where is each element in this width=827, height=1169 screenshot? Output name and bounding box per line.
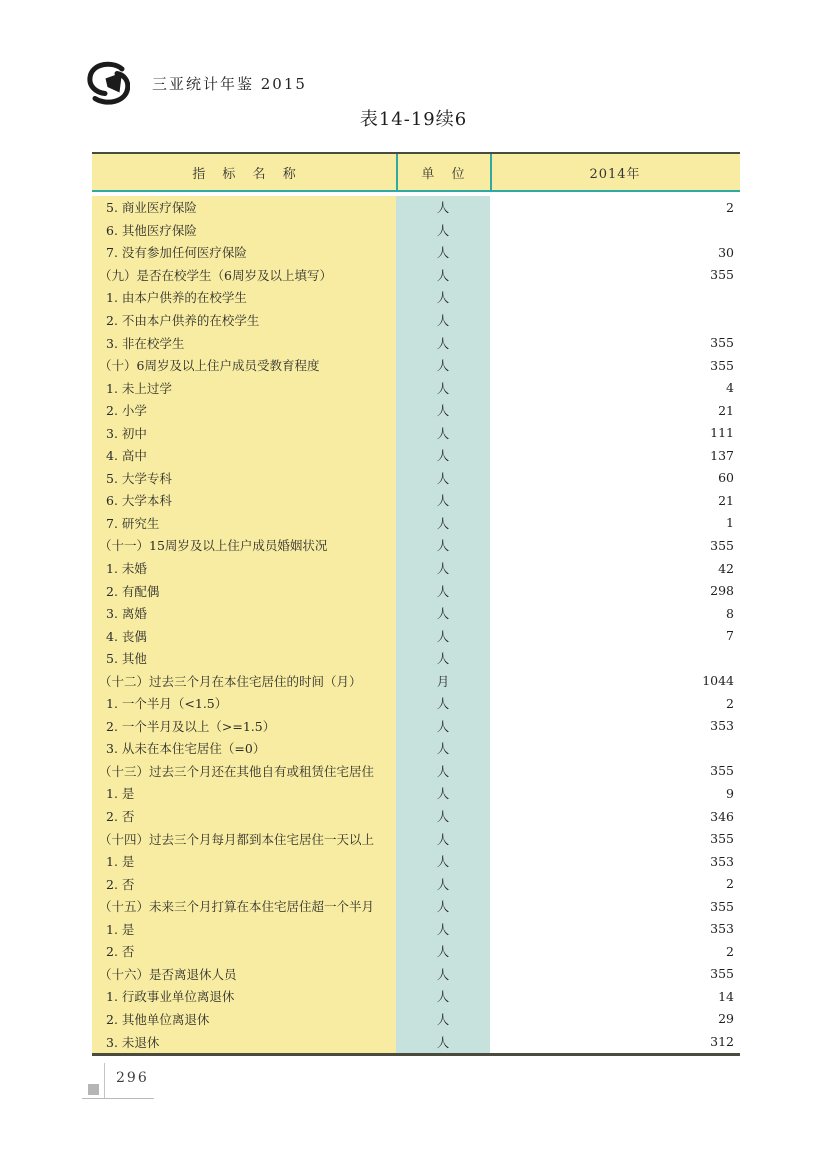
unit-cell: 人 (436, 786, 450, 802)
table-row (92, 354, 740, 377)
page-number: 296 (116, 1070, 149, 1086)
unit-cell: 人 (436, 245, 450, 261)
unit-cell: 人 (436, 538, 450, 554)
unit-cell: 月 (436, 673, 450, 689)
indicator-cell: 1. 是 (106, 854, 135, 870)
table-row (92, 715, 740, 738)
unit-cell: 人 (436, 290, 450, 306)
indicator-cell: 5. 商业医疗保险 (106, 200, 197, 216)
brand-row (86, 58, 307, 108)
value-cell: 355 (710, 763, 734, 779)
indicator-cell: 1. 是 (106, 786, 135, 802)
unit-cell: 人 (436, 267, 450, 283)
value-cell: 355 (710, 335, 734, 351)
table-row (92, 219, 740, 242)
table-rows (92, 196, 740, 1053)
unit-cell: 人 (436, 854, 450, 870)
table-row (92, 241, 740, 264)
value-cell: 9 (726, 785, 734, 801)
table-row (92, 1030, 740, 1053)
footer-square-mark (88, 1084, 99, 1095)
table-row (92, 940, 740, 963)
unit-cell: 人 (436, 200, 450, 216)
indicator-cell: 7. 没有参加任何医疗保险 (106, 245, 247, 261)
indicator-cell: 2. 小学 (106, 403, 147, 419)
indicator-cell: （十五）未来三个月打算在本住宅居住超一个半月 (99, 899, 375, 915)
indicator-cell: 5. 其他 (106, 651, 147, 667)
unit-cell: 人 (436, 515, 450, 531)
table-row (92, 421, 740, 444)
indicator-cell: 1. 行政事业单位离退休 (106, 989, 235, 1005)
table-row (92, 624, 740, 647)
indicator-cell: 2. 其他单位离退休 (106, 1011, 210, 1027)
table-row (92, 331, 740, 354)
indicator-cell: （十一）15周岁及以上住户成员婚姻状况 (99, 538, 328, 554)
indicator-cell: 4. 丧偶 (106, 628, 147, 644)
value-cell: 60 (718, 470, 734, 486)
unit-cell: 人 (436, 718, 450, 734)
table-row (92, 467, 740, 490)
statistics-table (92, 152, 740, 1056)
unit-cell: 人 (436, 380, 450, 396)
value-cell: 353 (710, 853, 734, 869)
table-row (92, 760, 740, 783)
unit-cell: 人 (436, 628, 450, 644)
indicator-cell: 7. 研究生 (106, 515, 160, 531)
table-row (92, 872, 740, 895)
value-cell: 353 (710, 718, 734, 734)
table-row (92, 963, 740, 986)
indicator-cell: 3. 初中 (106, 425, 147, 441)
indicator-cell: 3. 从未在本住宅居住（=0） (106, 741, 266, 757)
unit-cell: 人 (436, 1011, 450, 1027)
value-cell: 8 (726, 605, 734, 621)
value-cell: 1044 (702, 673, 734, 689)
indicator-cell: （十二）过去三个月在本住宅居住的时间（月） (99, 673, 362, 689)
indicator-cell: 3. 离婚 (106, 606, 147, 622)
value-cell: 298 (710, 583, 734, 599)
unit-cell: 人 (436, 470, 450, 486)
value-cell: 111 (710, 425, 734, 441)
header-indicator: 指 标 名 称 (192, 166, 303, 182)
table-row (92, 286, 740, 309)
indicator-cell: （九）是否在校学生（6周岁及以上填写） (99, 267, 332, 283)
table-row (92, 1008, 740, 1031)
footer-horizontal-rule (82, 1098, 154, 1099)
value-cell: 2 (726, 943, 734, 959)
indicator-cell: 1. 是 (106, 921, 135, 937)
unit-cell: 人 (436, 741, 450, 757)
indicator-cell: 2. 否 (106, 809, 135, 825)
unit-cell: 人 (436, 966, 450, 982)
table-row (92, 376, 740, 399)
unit-cell: 人 (436, 651, 450, 667)
unit-cell: 人 (436, 944, 450, 960)
value-cell: 42 (718, 560, 734, 576)
value-cell: 29 (718, 1011, 734, 1027)
indicator-cell: 3. 未退休 (106, 1034, 160, 1050)
table-row (92, 985, 740, 1008)
footer-vertical-rule (104, 1063, 105, 1098)
unit-cell: 人 (436, 493, 450, 509)
unit-cell: 人 (436, 583, 450, 599)
table-row (92, 399, 740, 422)
indicator-cell: 6. 其他医疗保险 (106, 222, 197, 238)
indicator-cell: （十四）过去三个月每月都到本住宅居住一天以上 (99, 831, 375, 847)
table-row (92, 850, 740, 873)
value-cell: 2 (726, 876, 734, 892)
value-cell: 21 (718, 402, 734, 418)
unit-cell: 人 (436, 1034, 450, 1050)
table-row (92, 196, 740, 219)
table-row (92, 512, 740, 535)
table-row (92, 309, 740, 332)
table-row (92, 669, 740, 692)
indicator-cell: 3. 非在校学生 (106, 335, 185, 351)
table-bottom-rule (92, 1053, 740, 1056)
value-cell: 14 (718, 988, 734, 1004)
unit-cell: 人 (436, 448, 450, 464)
value-cell: 312 (710, 1034, 734, 1049)
value-cell: 355 (710, 267, 734, 283)
indicator-cell: 5. 大学专科 (106, 470, 172, 486)
indicator-cell: 1. 一个半月（<1.5） (106, 696, 228, 712)
indicator-cell: 1. 未婚 (106, 561, 147, 577)
unit-cell: 人 (436, 561, 450, 577)
value-cell: 355 (710, 831, 734, 847)
value-cell: 2 (726, 695, 734, 711)
unit-cell: 人 (436, 809, 450, 825)
unit-cell: 人 (436, 899, 450, 915)
value-cell: 355 (710, 537, 734, 553)
value-cell: 7 (726, 628, 734, 644)
unit-cell: 人 (436, 403, 450, 419)
indicator-cell: （十）6周岁及以上住户成员受教育程度 (99, 358, 320, 374)
indicator-cell: （十三）过去三个月还在其他自有或租赁住宅居住 (99, 763, 375, 779)
indicator-cell: 2. 否 (106, 944, 135, 960)
header-year: 2014年 (589, 166, 641, 182)
table-caption: 表14-19续6 (359, 109, 468, 130)
yearbook-title: 三亚统计年鉴 2015 (152, 74, 307, 93)
unit-cell: 人 (436, 606, 450, 622)
table-row (92, 692, 740, 715)
table-row (92, 895, 740, 918)
value-cell: 137 (710, 447, 734, 463)
table-row (92, 737, 740, 760)
table-row (92, 827, 740, 850)
value-cell: 355 (710, 898, 734, 914)
value-cell: 355 (710, 357, 734, 373)
header-unit: 单 位 (421, 166, 472, 182)
table-body (92, 196, 740, 1053)
table-row (92, 489, 740, 512)
yearbook-logo-icon (86, 60, 130, 106)
table-row (92, 264, 740, 287)
indicator-cell: 2. 否 (106, 876, 135, 892)
indicator-cell: 6. 大学本科 (106, 493, 172, 509)
value-cell: 30 (718, 244, 734, 260)
table-row (92, 918, 740, 941)
unit-cell: 人 (436, 313, 450, 328)
table-row (92, 557, 740, 580)
unit-cell: 人 (436, 831, 450, 847)
unit-cell: 人 (436, 696, 450, 712)
unit-cell: 人 (436, 876, 450, 892)
value-cell: 21 (718, 492, 734, 508)
table-row (92, 647, 740, 670)
value-cell: 353 (710, 921, 734, 937)
table-header (92, 152, 740, 190)
table-row (92, 602, 740, 625)
unit-cell: 人 (436, 222, 450, 238)
indicator-cell: 1. 未上过学 (106, 380, 172, 396)
table-row (92, 579, 740, 602)
unit-cell: 人 (436, 358, 450, 374)
value-cell: 4 (726, 380, 734, 396)
unit-cell: 人 (436, 763, 450, 779)
table-row (92, 805, 740, 828)
unit-cell: 人 (436, 989, 450, 1005)
value-cell: 346 (710, 808, 734, 824)
indicator-cell: （十六）是否离退休人员 (99, 966, 237, 982)
unit-cell: 人 (436, 335, 450, 351)
table-row (92, 534, 740, 557)
indicator-cell: 2. 不由本户供养的在校学生 (106, 313, 260, 328)
value-cell: 2 (726, 199, 734, 215)
value-cell: 355 (710, 966, 734, 982)
indicator-cell: 4. 高中 (106, 448, 147, 464)
indicator-cell: 2. 一个半月及以上（>=1.5） (106, 718, 276, 734)
table-row (92, 444, 740, 467)
unit-cell: 人 (436, 425, 450, 441)
indicator-cell: 2. 有配偶 (106, 583, 160, 599)
indicator-cell: 1. 由本户供养的在校学生 (106, 290, 247, 306)
table-row (92, 782, 740, 805)
value-cell: 1 (726, 515, 734, 531)
unit-cell: 人 (436, 921, 450, 937)
